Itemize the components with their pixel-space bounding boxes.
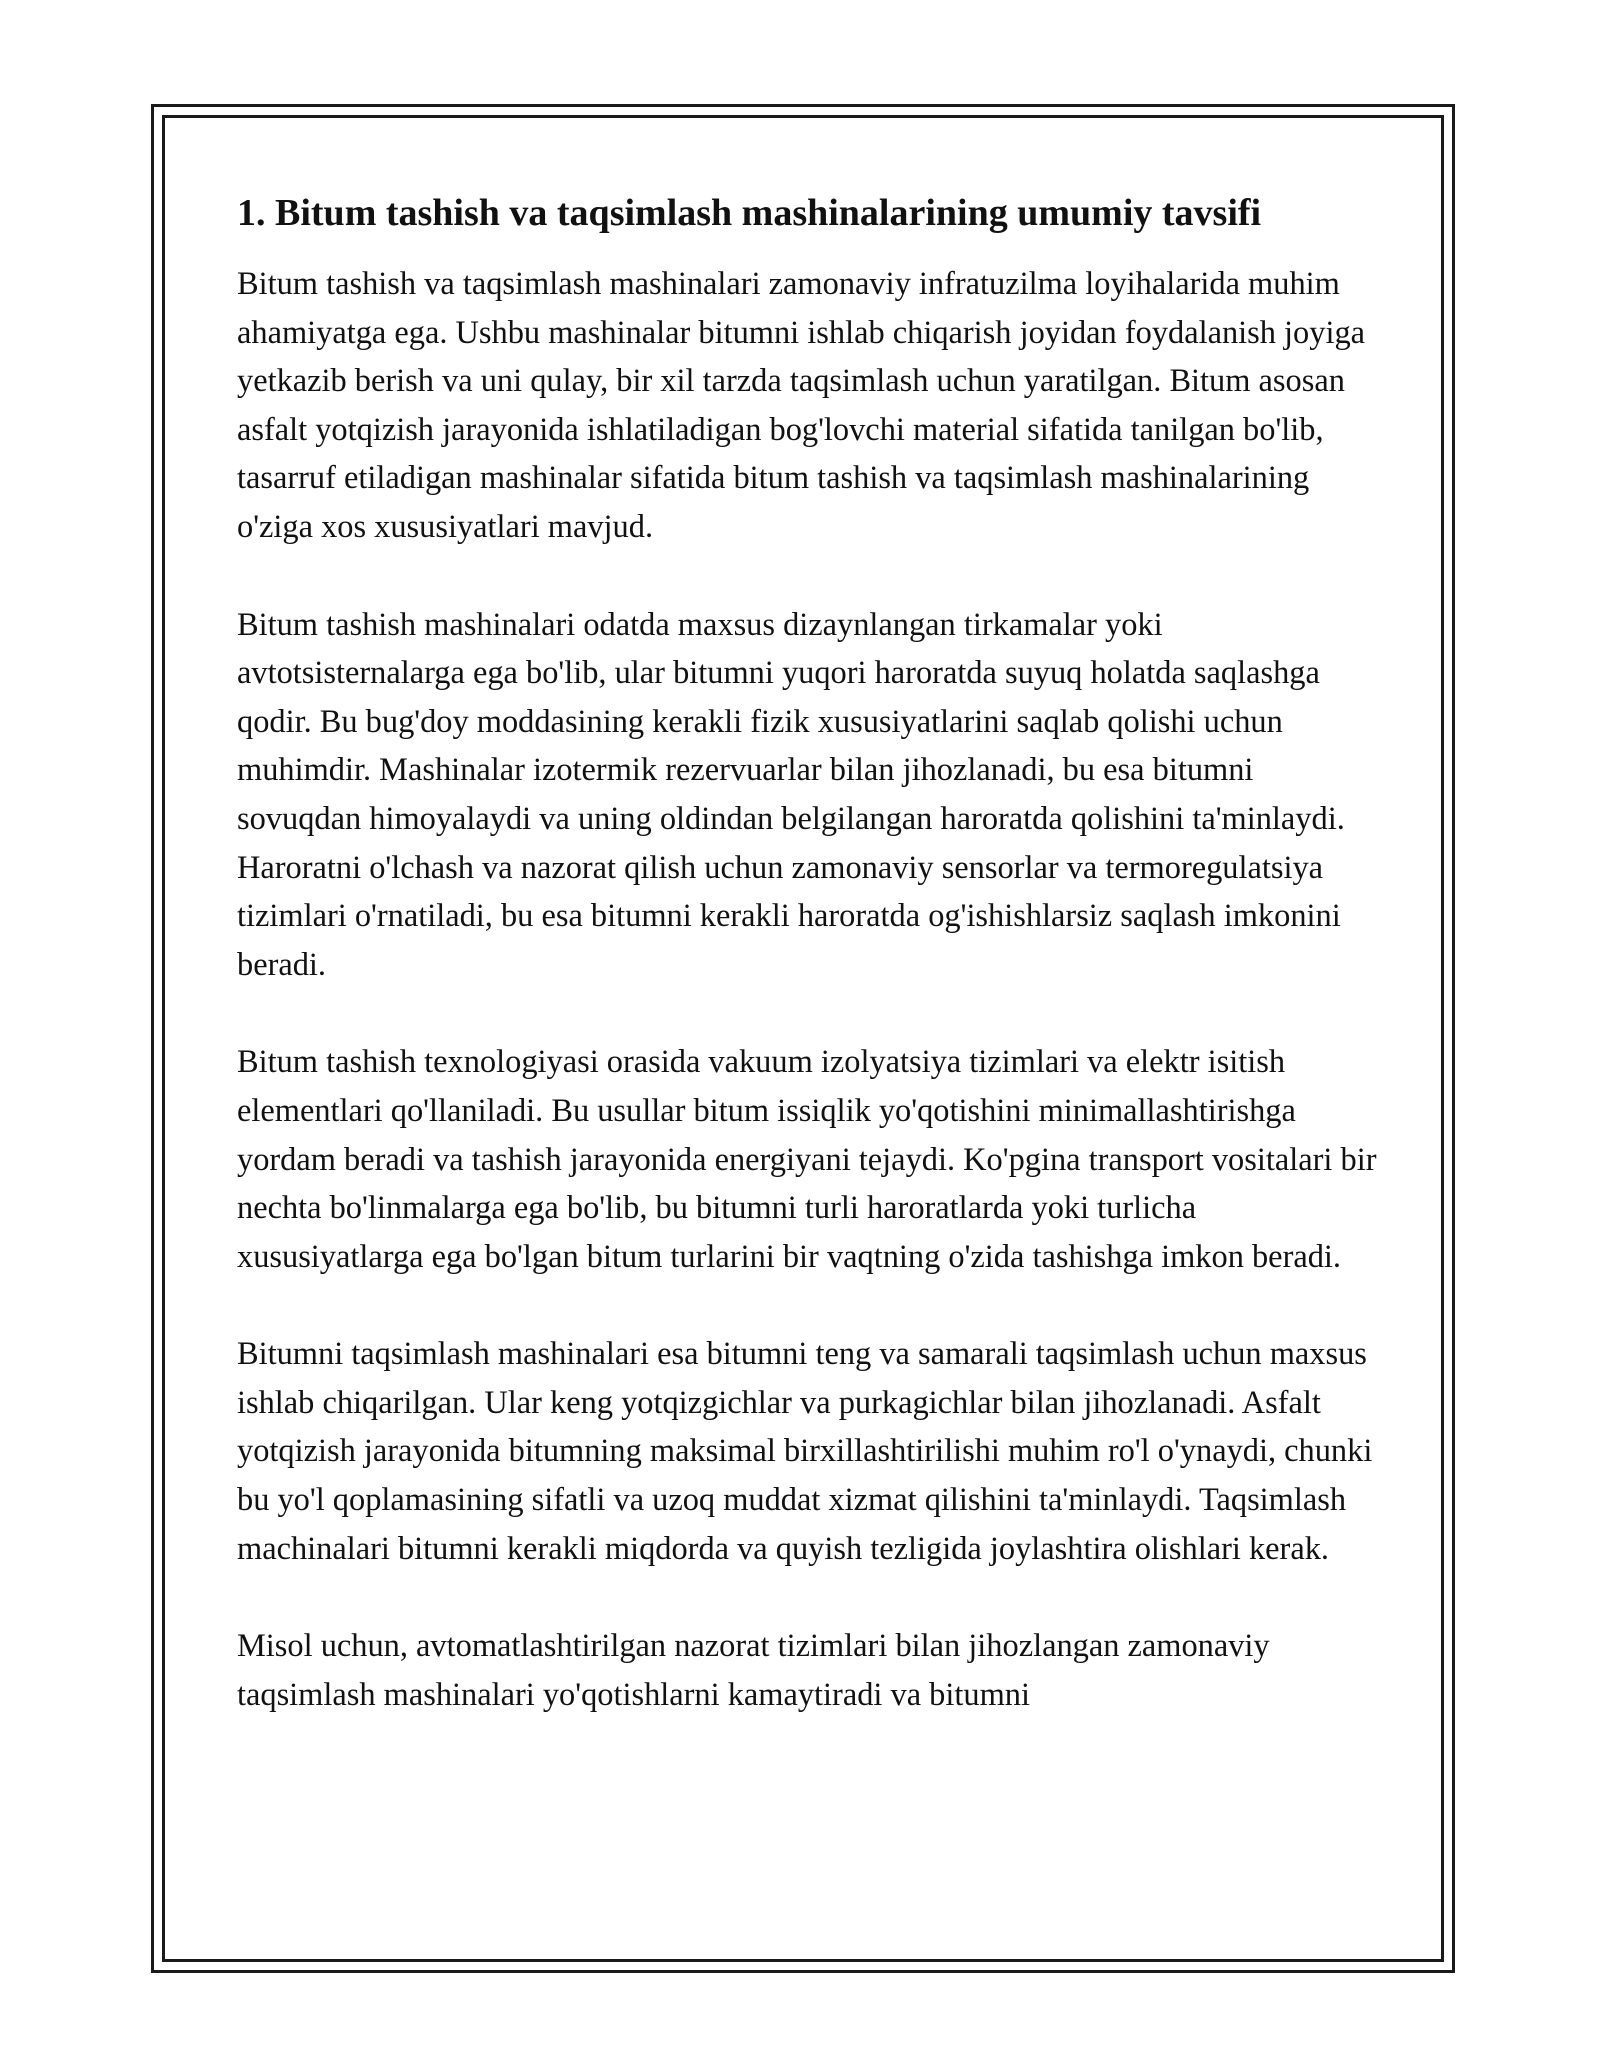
document-body [237,190,1377,1719]
section-heading: 1. Bitum tashish va taqsimlash mashinalarining umumiy tavsifi [237,192,1262,234]
paragraph-5: Misol uchun, avtomatlashtirilgan nazorat tizimlari bilan jihozlangan zamonaviy taqsimlash mashinalari yo'qotishlarni kamaytiradi va bitumni [237,1628,1270,1713]
paragraph-4: Bitumni taqsimlash mashinalari esa bitumni teng va samarali taqsimlash uchun maxsus ishlab chiqarilgan. Ular keng yotqizgichlar va purkagichlar bilan jihozlanadi. Asfalt yotqizish jarayonida bitumning maksimal birxillashtirilishi muhim ro'l o'ynaydi, chunki bu yo'l qoplamasining sifatli va uzoq muddat xizmat qilishini ta'minlaydi. Taqsimlash machinalari bitumni kerakli miqdorda va quyish tezligida joylashtira olishlari kerak. [237,1336,1373,1567]
paragraph-2: Bitum tashish mashinalari odatda maxsus dizaynlangan tirkamalar yoki avtotsisternalarga ega bo'lib, ular bitumni yuqori haroratda suyuq holatda saqlashga qodir. Bu bug'doy moddasining kerakli fizik xususiyatlarini saqlab qolishi uchun muhimdir. Mashinalar izotermik rezervuarlar bilan jihozlanadi, bu esa bitumni sovuqdan himoyalaydi va uning oldindan belgilangan haroratda qolishini ta'minlaydi. Haroratni o'lchash va nazorat qilish uchun zamonaviy sensorlar va termoregulatsiya tizimlari o'rnatiladi, bu esa bitumni kerakli haroratda og'ishishlarsiz saqlash imkonini beradi. [237,606,1345,983]
paragraph-1: Bitum tashish va taqsimlash mashinalari zamonaviy infratuzilma loyihalarida muhim ahamiyatga ega. Ushbu mashinalar bitumni ishlab chiqarish joyidan foydalanish joyiga yetkazib berish va uni qulay, bir xil tarzda taqsimlash uchun yaratilgan. Bitum asosan asfalt yotqizish jarayonida ishlatiladigan bog'lovchi material sifatida tanilgan bo'lib, tasarruf etiladigan mashinalar sifatida bitum tashish va taqsimlash mashinalarining o'ziga xos xususiyatlari mavjud. [237,266,1366,545]
paragraph-3: Bitum tashish texnologiyasi orasida vakuum izolyatsiya tizimlari va elektr isitish elementlari qo'llaniladi. Bu usullar bitum issiqlik yo'qotishini minimallashtirishga yordam beradi va tashish jarayonida energiyani tejaydi. Ko'pgina transport vositalari bir nechta bo'linmalarga ega bo'lib, bu bitumni turli haroratlarda yoki turlicha xususiyatlarga ega bo'lgan bitum turlarini bir vaqtning o'zida tashishga imkon beradi. [237,1044,1377,1275]
